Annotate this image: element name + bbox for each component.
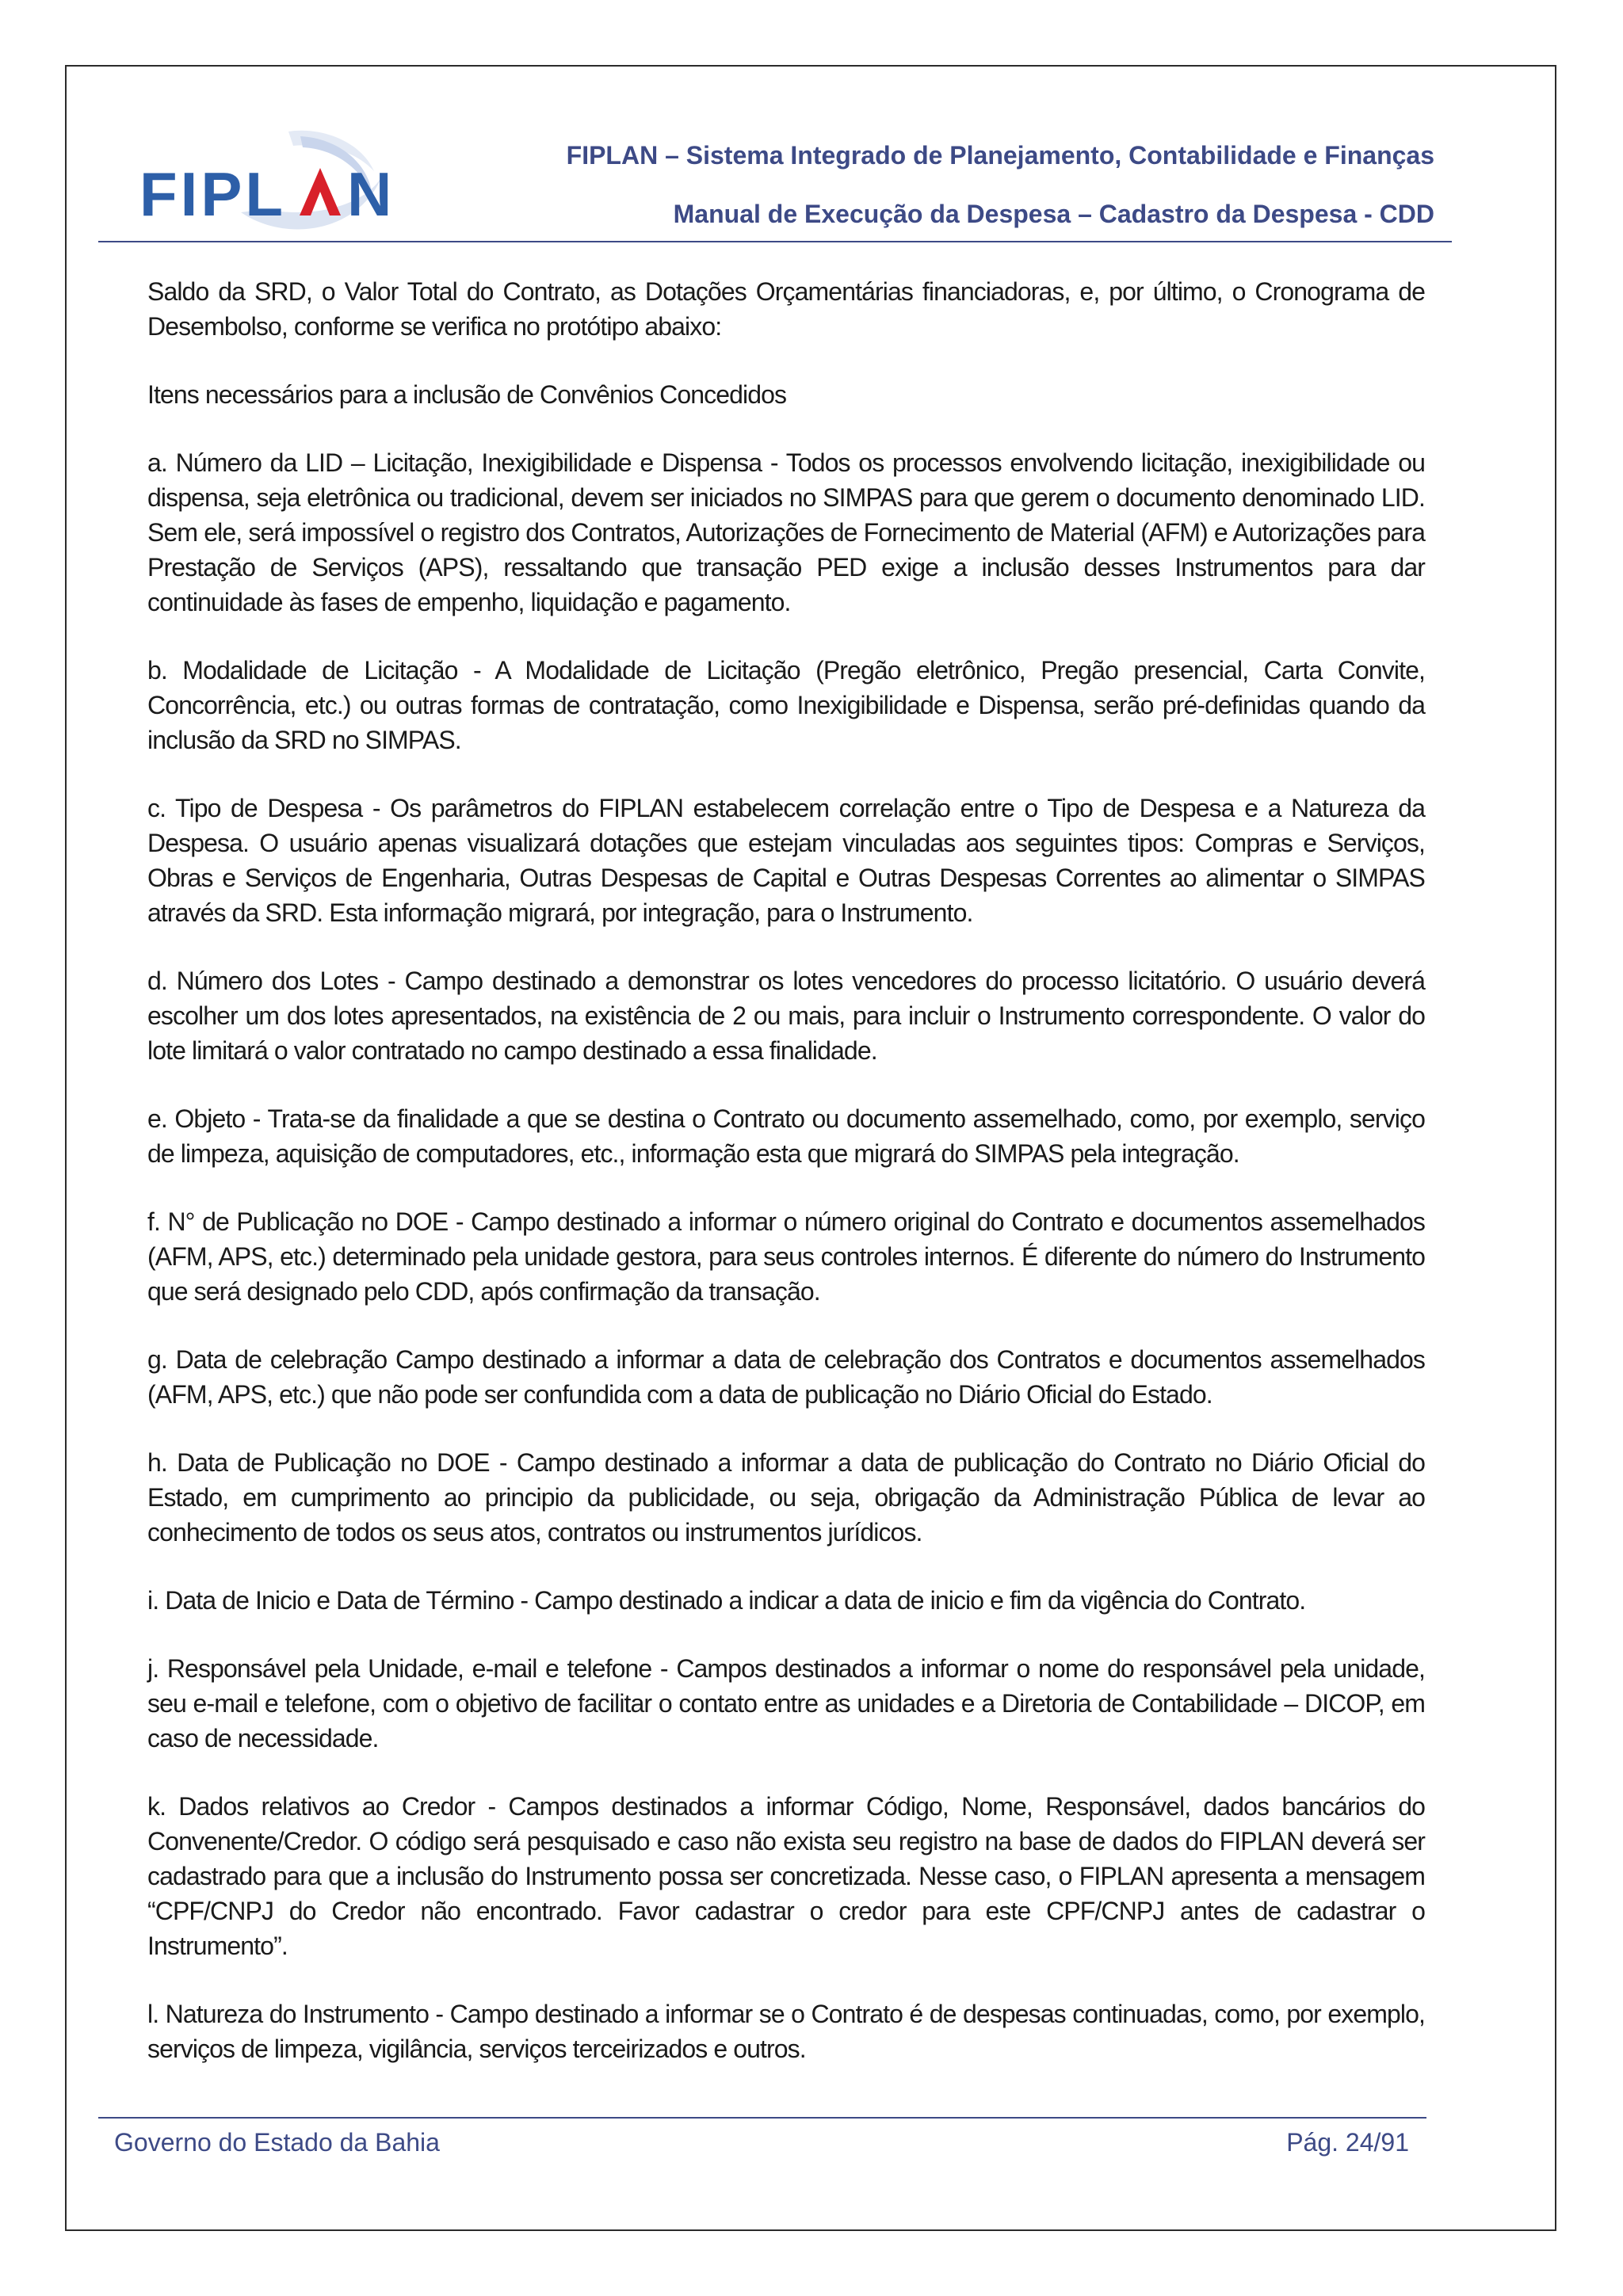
paragraph-item-h: h. Data de Publicação no DOE - Campo destinado a informar a data de publicação do Contrato no Diário Oficial do Estado, em cumprimento ao principio da publicidade, ou seja, obrigação da Administração Pública de levar ao conhecimento de todos os seus atos, contratos ou instrumentos jurídicos. (147, 1448, 1425, 1547)
paragraph-item-d: d. Número dos Lotes - Campo destinado a demonstrar os lotes vencedores do processo licitatório. O usuário deverá escolher um dos lotes apresentados, na existência de 2 ou mais, para incluir o Instrumento correspondente. O valor do lote limitará o valor contratado no campo destinado a essa finalidade. (147, 967, 1425, 1065)
paragraph-item-b: b. Modalidade de Licitação - A Modalidade de Licitação (Pregão eletrônico, Pregão presencial, Carta Convite, Concorrência, etc.) ou outras formas de contratação, como Inexigibilidade e Dispensa, serão pré-definidas quando da inclusão da SRD no SIMPAS. (147, 656, 1425, 754)
document-body (147, 274, 1425, 2100)
footer-organization: Governo do Estado da Bahia (114, 2128, 440, 2157)
paragraph-item-a: a. Número da LID – Licitação, Inexigibilidade e Dispensa - Todos os processos envolvendo licitação, inexigibilidade ou dispensa, seja eletrônica ou tradicional, devem ser iniciados no SIMPAS para que gerem o documento denominado LID. Sem ele, será impossível o registro dos Contratos, Autorizações de Fornecimento de Material (AFM) e Autorizações para Prestação de Serviços (APS), ressaltando que transação PED exige a inclusão desses Instrumentos para dar continuidade às fases de empenho, liquidação e pagamento. (147, 448, 1425, 616)
fiplan-logo-graphic (122, 124, 407, 242)
footer-divider (98, 2117, 1426, 2119)
svg-text:N: N (347, 159, 392, 229)
header-title: FIPLAN – Sistema Integrado de Planejamento, Contabilidade e Finanças (566, 141, 1434, 170)
paragraph-item-f: f. N° de Publicação no DOE - Campo destinado a informar o número original do Contrato e documentos assemelhados (AFM, APS, etc.) determinado pela unidade gestora, para seus controles internos. É diferente do número do Instrumento que será designado pelo CDD, após confirmação da transação. (147, 1207, 1425, 1306)
paragraph-item-g: g. Data de celebração Campo destinado a informar a data de celebração dos Contratos e documentos assemelhados (AFM, APS, etc.) que não pode ser confundida com a data de publicação no Diário Oficial do Estado. (147, 1345, 1425, 1409)
page-header (98, 119, 1452, 242)
paragraph-item-e: e. Objeto - Trata-se da finalidade a que se destina o Contrato ou documento assemelhado, como, por exemplo, serviço de limpeza, aquisição de computadores, etc., informação esta que migrará do SIMPAS pela integração. (147, 1104, 1425, 1168)
paragraph-item-l: l. Natureza do Instrumento - Campo destinado a informar se o Contrato é de despesas continuadas, como, por exemplo, serviços de limpeza, vigilância, serviços terceirizados e outros. (147, 2000, 1425, 2063)
paragraph-item-j: j. Responsável pela Unidade, e-mail e telefone - Campos destinados a informar o nome do responsável pela unidade, seu e-mail e telefone, com o objetivo de facilitar o contato entre as unidades e a Diretoria de Contabilidade – DICOP, em caso de necessidade. (147, 1654, 1425, 1753)
paragraph-items-heading: Itens necessários para a inclusão de Convênios Concedidos (147, 380, 787, 409)
paragraph-item-i: i. Data de Inicio e Data de Término - Campo destinado a indicar a data de inicio e fim da vigência do Contrato. (147, 1586, 1306, 1615)
svg-text:FIPL: FIPL (139, 159, 286, 229)
paragraph-item-k: k. Dados relativos ao Credor - Campos destinados a informar Código, Nome, Responsável, dados bancários do Convenente/Credor. O código será pesquisado e caso não exista seu registro na base de dados do FIPLAN deverá ser cadastrado para que a inclusão do Instrumento possa ser concretizada. Nesse caso, o FIPLAN apresenta a mensagem “CPF/CNPJ do Credor não encontrado. Favor cadastrar o credor para este CPF/CNPJ antes de cadastrar o Instrumento”. (147, 1792, 1425, 1960)
fiplan-logo (122, 124, 407, 242)
header-subtitle: Manual de Execução da Despesa – Cadastro da Despesa - CDD (673, 200, 1434, 228)
page-number: Pág. 24/91 (1286, 2128, 1409, 2157)
paragraph-item-c: c. Tipo de Despesa - Os parâmetros do FIPLAN estabelecem correlação entre o Tipo de Despesa e a Natureza da Despesa. O usuário apenas visualizará dotações que estejam vinculadas aos seguintes tipos: Compras e Serviços, Obras e Serviços de Engenharia, Outras Despesas de Capital e Outras Despesas Correntes ao alimentar o SIMPAS através da SRD. Esta informação migrará, por integração, para o Instrumento. (147, 794, 1425, 927)
header-divider (98, 241, 1452, 242)
paragraph-intro: Saldo da SRD, o Valor Total do Contrato, as Dotações Orçamentárias financiadoras, e, por último, o Cronograma de Desembolso, conforme se verifica no protótipo abaixo: (147, 277, 1425, 341)
